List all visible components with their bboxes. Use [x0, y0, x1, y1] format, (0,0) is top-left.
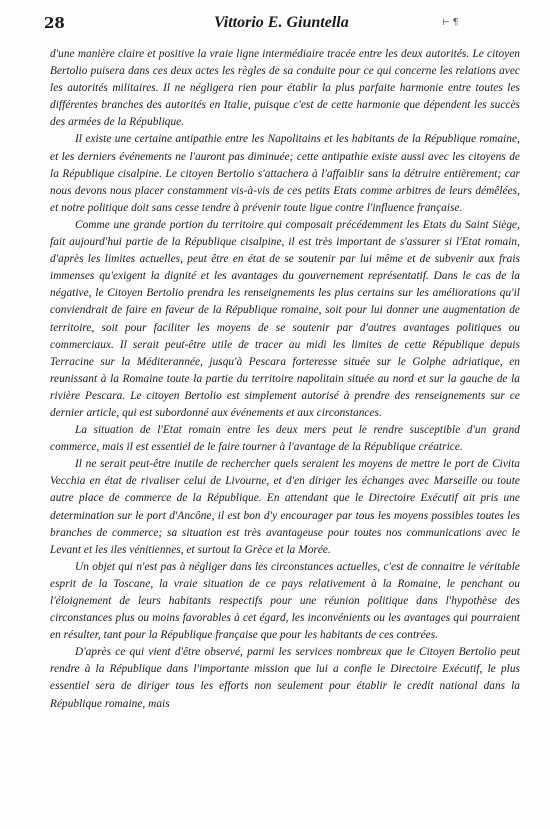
page-header: [44, 14, 520, 36]
body-text: [50, 46, 520, 713]
paragraph: D'après ce qui vient d'être observé, parmi les services nombreux que le Citoyen Bertolio peut rendre à la République dans l'importante mission que lui a confie le Directoire Exécutif, le plus essentiel sera de diriger tous les efforts non seulement pour établir le credit national dans la République romaine, mais: [50, 646, 520, 710]
running-title: Vittorio E. Giuntella: [214, 14, 349, 31]
paragraph: Il ne serait peut-être inutile de rechercher quels seraient les moyens de mettre le port de Civita Vecchia en état de rivaliser celui de Livourne, et d'en diriger les échanges avec Marseille ou toute autre place de commerce de la République. En attendant que le Directoire Exécutif ait pris une determination sur le port d'Ancône, il est bon d'y encourager par tous les moyens possibles toutes les branches de commerce; sa situation est très avantageuse pour toutes nos communications avec le Levant et les iles vénitiennes, et surtout la Grèce et la Morée.: [50, 458, 520, 556]
header-mark: ⊢ ¶: [442, 18, 459, 28]
paragraph: d'une manière claire et positive la vraie ligne intermédiaire tracée entre les deux autorités. Le citoyen Bertolio puisera dans ces deux actes les règles de sa conduite pour ce qui concerne les relations avec les autorités militaires. Il ne négligera rien pour établir la plus parfaite harmonie entre toutes les différentes branches des autorités en Italie, puisque c'est de cette harmonie que dépendent les succès des armées de la République.: [50, 48, 520, 129]
paragraph: Un objet qui n'est pas à négliger dans les circonstances actuelles, c'est de connaitre le véritable esprit de la Toscane, la vraie situation de ce pays relativement à la Romaine, le penchant ou l'éloignement de leurs habitants respectifs pour une réunion politique dans l'hypothèse des circonstances plus ou moins favorables à cet égard, les inconvénients ou les avantages qui pourraient en résulter, tant pour la République française que pour les habitants de ces contrées.: [50, 560, 520, 642]
paragraph: Il existe une certaine antipathie entre les Napolitains et les habitants de la République romaine, et les derniers événements ne l'auront pas diminuée; cette antipathie existe aussi avec les citoyens de la République cisalpine. Le citoyen Bertolio s'attachera à l'affaiblir sans la détruire entièrement; car nous devons nous placer constamment vis-à-vis de ces petits Etats comme arbitres de leurs démêlées, et notre politique doit sans cesse tendre à prévenir toute ligue contre l'influence française.: [50, 133, 520, 214]
paragraph: La situation de l'Etat romain entre les deux mers peut le rendre susceptible d'un grand commerce, mais il est essentiel de le faire tourner à l'avantage de la République créatrice.: [50, 424, 520, 454]
page-number: 28: [44, 14, 65, 32]
paragraph: Comme une grande portion du territoire qui composait précédemment les Etats du Saint Siège, fait aujourd'hui partie de la République cisalpine, il est très important de s'assurer si l'Etat romain, d'après les limites actuelles, peut être en état de se soutenir par lui même et de subvenir aux frais immenses qu'exigent la dignité et les avantages du gouvernement représentatif. Dans le cas de la négative, le Citoyen Bertolio prendra les renseignements les plus certains sur les améliorations qu'il conviendrait de faire en faveur de la République romaine, soit pour lui donner une augmentation de territoire, soit pour faciliter les moyens de se soutenir par d'autres avantages politiques ou commerciaux. Il serait peut-être utile de tracer au midi les limites de cette République depuis Terracine sur la Méditerannée, jusqu'à Pescara forteresse située sur le Golphe adriatique, en reunissant à la Romaine toute la partie du territoire napolitain située au nord et sur la gauche de la rivière Pescara. Le citoyen Bertolio est simplement autorisé à prendre des renseignements sur ce dernier article, qui est subordonné aux événements et aux circonstances.: [50, 218, 520, 419]
